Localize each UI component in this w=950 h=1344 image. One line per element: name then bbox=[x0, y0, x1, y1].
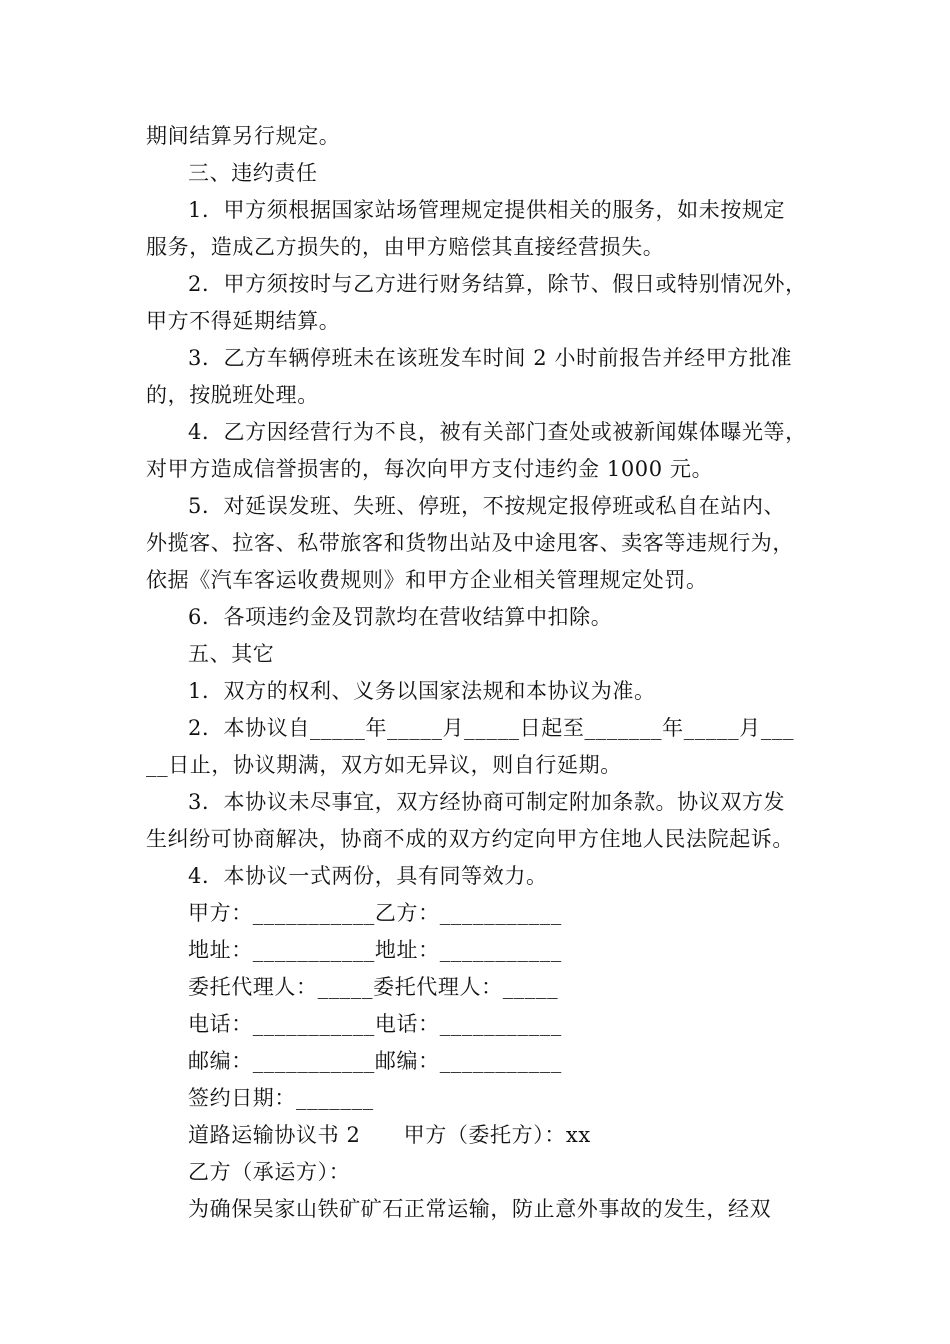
text-line: 4．本协议一式两份，具有同等效力。 bbox=[188, 864, 548, 888]
text-line: 服务，造成乙方损失的，由甲方赔偿其直接经营损失。 bbox=[146, 235, 665, 259]
text-line: 4．乙方因经营行为不良，被有关部门查处或被新闻媒体曝光等， bbox=[188, 420, 807, 444]
text-line: 3．本协议未尽事宜，双方经协商可制定附加条款。协议双方发 bbox=[188, 790, 786, 814]
section-heading: 三、违约责任 bbox=[188, 161, 318, 185]
text-line: 依据《汽车客运收费规则》和甲方企业相关管理规定处罚。 bbox=[146, 568, 708, 592]
text-line: 1．双方的权利、义务以国家法规和本协议为准。 bbox=[188, 679, 656, 703]
text-line: 外揽客、拉客、私带旅客和货物出站及中途甩客、卖客等违规行为， bbox=[146, 531, 794, 555]
text-line: 对甲方造成信誉损害的，每次向甲方支付违约金 1000 元。 bbox=[146, 457, 714, 481]
section-heading: 五、其它 bbox=[188, 642, 275, 666]
text-line: 的，按脱班处理。 bbox=[146, 383, 319, 407]
text-line: 2．甲方须按时与乙方进行财务结算，除节、假日或特别情况外， bbox=[188, 272, 807, 296]
text-line: 2．本协议自_____年_____月_____日起至_______年_____月___ bbox=[188, 716, 795, 740]
text-line: 乙方（承运方）： bbox=[188, 1160, 351, 1184]
text-line: 甲方不得延期结算。 bbox=[146, 309, 341, 333]
document-title-line: 道路运输协议书 2 甲方（委托方）：xx bbox=[188, 1123, 591, 1147]
text-line: 生纠纷可协商解决，协商不成的双方约定向甲方住地人民法院起诉。 bbox=[146, 827, 794, 851]
text-line: 5．对延误发班、失班、停班，不按规定报停班或私自在站内、 bbox=[188, 494, 786, 518]
text-line: 1．甲方须根据国家站场管理规定提供相关的服务，如未按规定 bbox=[188, 198, 786, 222]
signature-field-line: 委托代理人：_____委托代理人：_____ bbox=[188, 975, 559, 999]
text-line: 期间结算另行规定。 bbox=[146, 124, 341, 148]
text-line: __日止，协议期满，双方如无异议，则自行延期。 bbox=[146, 753, 622, 777]
signature-field-line: 甲方：___________乙方：___________ bbox=[188, 901, 562, 925]
signature-field-line: 邮编：___________邮编：___________ bbox=[188, 1049, 562, 1073]
signature-field-line: 电话：___________电话：___________ bbox=[188, 1012, 562, 1036]
signature-field-line: 签约日期：_______ bbox=[188, 1086, 374, 1110]
text-line: 6．各项违约金及罚款均在营收结算中扣除。 bbox=[188, 605, 613, 629]
text-line: 3．乙方车辆停班未在该班发车时间 2 小时前报告并经甲方批准 bbox=[188, 346, 793, 370]
signature-field-line: 地址：___________地址：___________ bbox=[188, 938, 562, 962]
text-line: 为确保吴家山铁矿矿石正常运输，防止意外事故的发生，经双 bbox=[188, 1197, 772, 1221]
